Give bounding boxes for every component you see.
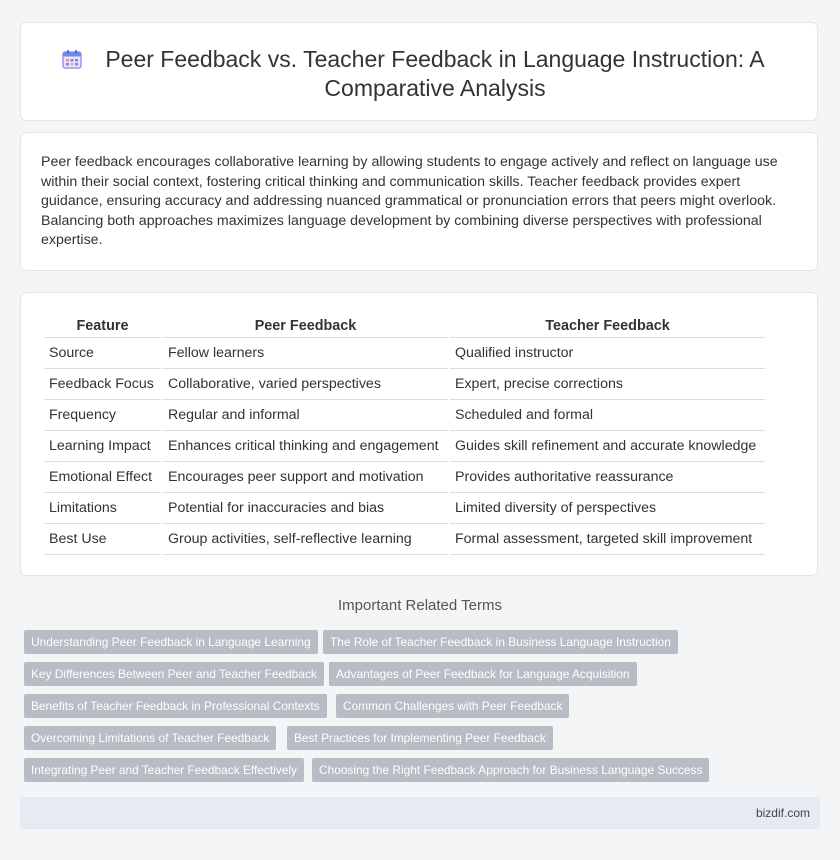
table-row — [44, 462, 765, 493]
table-cell: Provides authoritative reassurance — [450, 462, 765, 493]
table-header-row — [44, 315, 765, 338]
table-row — [44, 369, 765, 400]
table-cell: Fellow learners — [163, 338, 448, 369]
related-term-link[interactable]: Best Practices for Implementing Peer Feedback — [287, 726, 553, 750]
table-cell: Limitations — [44, 493, 161, 524]
table-cell: Feedback Focus — [44, 369, 161, 400]
table-cell: Enhances critical thinking and engagement — [163, 431, 448, 462]
related-term-link[interactable]: The Role of Teacher Feedback in Business Language Instruction — [323, 630, 678, 654]
table-cell: Frequency — [44, 400, 161, 431]
table-cell: Emotional Effect — [44, 462, 161, 493]
table-cell: Group activities, self-reflective learning — [163, 524, 448, 555]
table-cell: Source — [44, 338, 161, 369]
table-row — [44, 493, 765, 524]
comparison-table — [42, 315, 767, 555]
column-header-feature: Feature — [44, 315, 161, 338]
related-term-link[interactable]: Choosing the Right Feedback Approach for Business Language Success — [312, 758, 709, 782]
column-header-teacher: Teacher Feedback — [450, 315, 765, 338]
related-term-link[interactable]: Benefits of Teacher Feedback in Professional Contexts — [24, 694, 327, 718]
footer-site-link[interactable]: bizdif.com — [755, 806, 810, 820]
table-row — [44, 524, 765, 555]
table-cell: Encourages peer support and motivation — [163, 462, 448, 493]
summary-card — [20, 132, 818, 271]
related-term-link[interactable]: Advantages of Peer Feedback for Language Acquisition — [329, 662, 637, 686]
table-cell: Limited diversity of perspectives — [450, 493, 765, 524]
related-term-link[interactable]: Understanding Peer Feedback in Language Learning — [24, 630, 318, 654]
table-row — [44, 338, 765, 369]
comparison-table-card — [20, 292, 818, 576]
related-term-link[interactable]: Common Challenges with Peer Feedback — [336, 694, 569, 718]
related-term-link[interactable]: Key Differences Between Peer and Teacher Feedback — [24, 662, 324, 686]
summary-paragraph: Peer feedback encourages collaborative learning by allowing students to engage actively and reflect on language use within their social context, fostering critical thinking and communication skills. Teacher feedback provides expert guidance, ensuring accuracy and addressing nuanced grammatical or pronunciation errors that peers might overlook. Balancing both approaches maximizes language development by combining diverse perspectives with professional expertise. — [41, 154, 778, 249]
table-cell: Qualified instructor — [450, 338, 765, 369]
table-cell: Regular and informal — [163, 400, 448, 431]
table-row — [44, 431, 765, 462]
table-row — [44, 400, 765, 431]
table-cell: Potential for inaccuracies and bias — [163, 493, 448, 524]
related-term-link[interactable]: Overcoming Limitations of Teacher Feedback — [24, 726, 276, 750]
related-term-link[interactable]: Integrating Peer and Teacher Feedback Effectively — [24, 758, 304, 782]
table-cell: Formal assessment, targeted skill improvement — [450, 524, 765, 555]
page-title: Peer Feedback vs. Teacher Feedback in Language Instruction: A Comparative Analysis — [105, 46, 765, 101]
table-cell: Scheduled and formal — [450, 400, 765, 431]
related-terms-heading: Important Related Terms — [338, 597, 502, 614]
footer-bar — [20, 797, 820, 829]
table-cell: Learning Impact — [44, 431, 161, 462]
table-cell: Collaborative, varied perspectives — [163, 369, 448, 400]
table-cell: Expert, precise corrections — [450, 369, 765, 400]
title-card — [20, 22, 818, 121]
column-header-peer: Peer Feedback — [163, 315, 448, 338]
table-cell: Guides skill refinement and accurate knowledge — [450, 431, 765, 462]
table-cell: Best Use — [44, 524, 161, 555]
